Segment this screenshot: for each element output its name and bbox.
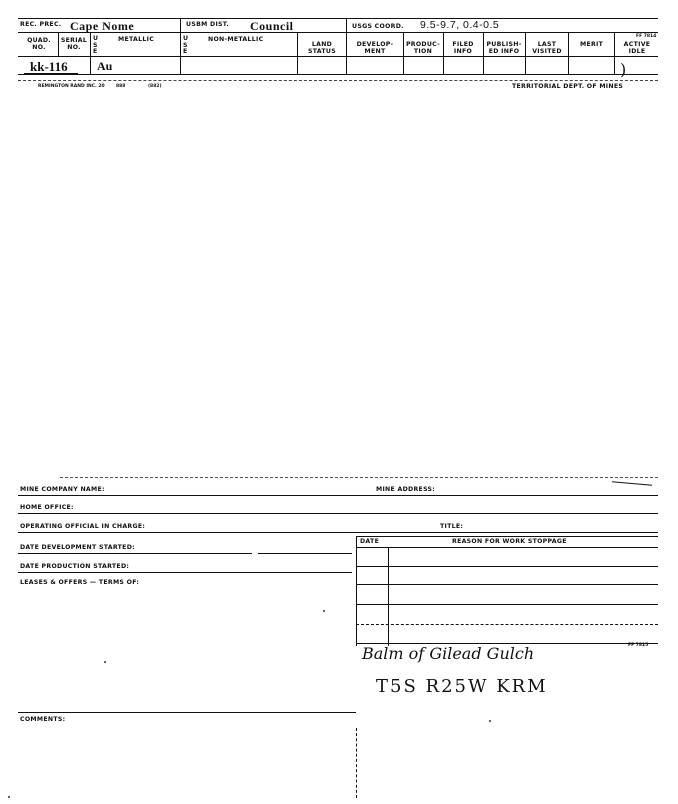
stoppage-date-sep [388,547,389,646]
stoppage-left-border [356,536,357,646]
usgs-coord-label: USGS COORD. [352,23,404,30]
col-merit: MERIT [580,41,604,48]
quad-serial-underline [24,73,78,75]
col-non-metallic: NON-METALLIC [208,36,264,43]
printer-label: REMINGTON RAND INC. 20 [38,84,105,89]
stoppage-row-rule [356,624,658,625]
lower-top-rule [60,477,658,478]
col-quad-no: QUAD. NO. [27,37,51,52]
col-sep [90,33,91,74]
col-active-idle: ACTIVE IDLE [623,41,651,56]
usbm-dist-value: Council [250,19,294,33]
col-sep [346,18,347,74]
form-number-top: FF 7814 [636,34,657,39]
rec-prec-label: REC. PREC. [20,21,62,28]
operating-official-label: OPERATING OFFICIAL IN CHARGE: [20,523,146,530]
home-office-label: HOME OFFICE: [20,504,74,511]
metallic-value: Au [97,59,113,73]
usbm-dist-label: USBM DIST. [186,21,230,28]
col-filed-info: FILED INFO [452,41,474,56]
stoppage-row-rule [356,584,658,585]
rule [18,553,252,554]
rule [18,572,352,573]
col-last-visited: LAST VISITED [532,41,562,56]
column-header-underline [18,56,658,57]
speck [104,661,106,663]
col-use-metallic: U S E [93,35,99,55]
col-sep [568,33,569,74]
col-sep [614,33,615,74]
rule [18,495,658,496]
date-development-started-label: DATE DEVELOPMENT STARTED: [20,544,135,551]
comments-right-border [356,728,357,798]
stoppage-row-rule [356,604,658,605]
col-sep [180,18,181,74]
stoppage-date-header: DATE [360,538,380,545]
rule [258,553,352,554]
stoppage-reason-header: REASON FOR WORK STOPPAGE [452,538,567,545]
quad-serial-value: kk-116 [30,59,68,74]
col-serial-no: SERIAL NO. [60,37,88,52]
printer-code-1: 888 [116,84,126,89]
rule [18,712,356,713]
active-idle-mark: ) [620,60,627,79]
bottom-dashed-rule [18,80,658,81]
comments-label: COMMENTS: [20,716,66,723]
col-development: DEVELOP-MENT [356,41,394,56]
title-label: TITLE: [440,523,464,530]
row-underline [18,74,658,75]
date-production-started-label: DATE PRODUCTION STARTED: [20,563,130,570]
printer-code-2: (882) [148,84,162,89]
rec-prec-value: Cape Nome [70,19,135,33]
rule [356,536,658,537]
mine-address-label: MINE ADDRESS: [376,486,436,493]
rule [18,532,658,533]
mine-company-name-label: MINE COMPANY NAME: [20,486,105,493]
stoppage-row-rule [356,566,658,567]
rule [18,513,658,514]
speck [489,720,491,722]
speck [323,610,325,612]
rule [356,547,658,548]
col-production: PRODUC-TION [405,41,441,56]
col-use-nonmetallic: U S E [183,35,189,55]
top-border [18,18,658,19]
leases-offers-label: LEASES & OFFERS — TERMS OF: [20,579,140,586]
corner-stroke [612,481,652,485]
usgs-coord-value: 9.5-9.7, 0.4-0.5 [420,19,500,31]
agency-label: TERRITORIAL DEPT. OF MINES [512,83,624,90]
col-land-status: LAND STATUS [307,41,336,56]
handwritten-township: T5S R25W KRM [376,676,548,697]
col-sep [443,33,444,74]
handwritten-location: Balm of Gilead Gulch [362,644,535,663]
col-sep [525,33,526,74]
form-number-bottom: FF 7815 [628,643,649,648]
col-metallic: METALLIC [118,36,155,43]
col-published-info: PUBLISH-ED INFO [486,41,522,56]
speck [8,796,10,798]
label-underline [18,32,658,33]
